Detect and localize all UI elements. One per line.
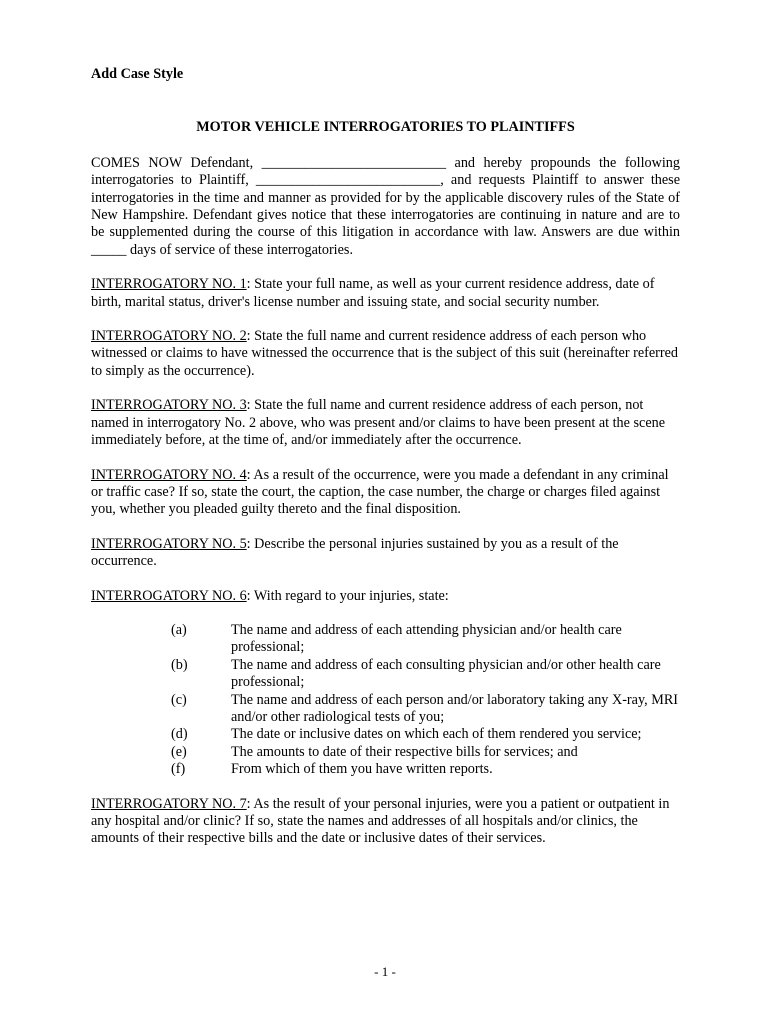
- interrogatory-label: INTERROGATORY NO. 4: [91, 466, 247, 483]
- interrogatory-1: [91, 276, 680, 311]
- interrogatory-text: : State the full name and current residence address of each person, not named in interrogatory No. 2 above, who was present and/or claims to have been present at the scene immediately before, at the time of, and/or immediately after the occurrence.: [91, 397, 666, 449]
- interrogatory-label: INTERROGATORY NO. 6: [91, 587, 247, 604]
- list-item-text: The name and address of each consulting physician and/or other health care professional;: [231, 656, 661, 691]
- list-item-marker: (f): [171, 761, 186, 778]
- case-style-heading: Add Case Style: [91, 66, 184, 82]
- list-item-text: The name and address of each attending physician and/or health care professional;: [231, 621, 622, 656]
- interrogatory-text: : Describe the personal injuries sustained by you as a result of the occurrence.: [91, 535, 619, 570]
- list-item-marker: (b): [171, 656, 188, 673]
- list-item: [91, 657, 680, 692]
- interrogatory-3: [91, 397, 680, 449]
- interrogatory-6: [91, 588, 680, 605]
- interrogatory-2: [91, 328, 680, 380]
- interrogatory-5: [91, 536, 680, 571]
- interrogatory-label: INTERROGATORY NO. 1: [91, 276, 247, 293]
- interrogatory-label: INTERROGATORY NO. 5: [91, 535, 247, 552]
- list-item-text: The name and address of each person and/or laboratory taking any X-ray, MRI and/or other radiological tests of you;: [231, 691, 679, 725]
- intro-paragraph: COMES NOW Defendant, __________________________ and hereby propounds the following interrogatories to Plaintiff, __________________________, and requests Plaintiff to answer these interrogatories in the time and manner as provided for by the applicable discovery rules of the State of New Hampshire. Defendant gives notice that these interrogatories are continuing in nature and are to be supplemented during the course of this litigation in accordance with law. Answers are due within _____ days of service of these interrogatories.: [91, 154, 680, 258]
- list-item: [91, 726, 680, 743]
- list-item-text: From which of them you have written reports.: [231, 761, 493, 778]
- interrogatory-4: [91, 467, 680, 519]
- list-item-marker: (d): [171, 726, 188, 743]
- list-item-text: The amounts to date of their respective bills for services; and: [231, 743, 578, 760]
- list-item-marker: (a): [171, 621, 187, 638]
- document-title: MOTOR VEHICLE INTERROGATORIES TO PLAINTIFFS: [196, 119, 575, 136]
- interrogatory-label: INTERROGATORY NO. 7: [91, 795, 247, 812]
- interrogatory-text: : As a result of the occurrence, were you made a defendant in any criminal or traffic case? If so, state the court, the caption, the case number, the charge or charges filed against you, whether you pleaded guilty thereto and the final disposition.: [91, 466, 669, 518]
- list-item-marker: (c): [171, 691, 187, 708]
- page-number: - 1 -: [374, 964, 396, 979]
- list-item-text: The date or inclusive dates on which each of them rendered you service;: [231, 726, 642, 743]
- interrogatory-label: INTERROGATORY NO. 2: [91, 328, 247, 345]
- interrogatory-text: : With regard to your injuries, state:: [246, 587, 449, 604]
- interrogatory-7: [91, 796, 680, 848]
- interrogatory-text: : State the full name and current residence address of each person who witnessed or claims to have witnessed the occurrence that is the subject of this suit (hereinafter referred to simply as the occurrence).: [91, 328, 678, 379]
- list-item: [91, 744, 680, 761]
- interrogatory-text: : As the result of your personal injuries, were you a patient or outpatient in any hospital and/or clinic? If so, state the names and addresses of all hospitals and/or clinics, the amounts of their respective bills and the date or inclusive dates of their services.: [91, 795, 670, 847]
- list-item: [91, 622, 680, 657]
- list-item: [91, 761, 680, 778]
- interrogatory-label: INTERROGATORY NO. 3: [91, 397, 247, 414]
- document-page: [91, 66, 680, 848]
- interrogatory-text: : State your full name, as well as your current residence address, date of birth, marital status, driver's license number and issuing state, and social security number.: [91, 276, 655, 310]
- list-item-marker: (e): [171, 743, 187, 760]
- list-item: [91, 692, 680, 727]
- injury-subitem-list: [91, 622, 680, 779]
